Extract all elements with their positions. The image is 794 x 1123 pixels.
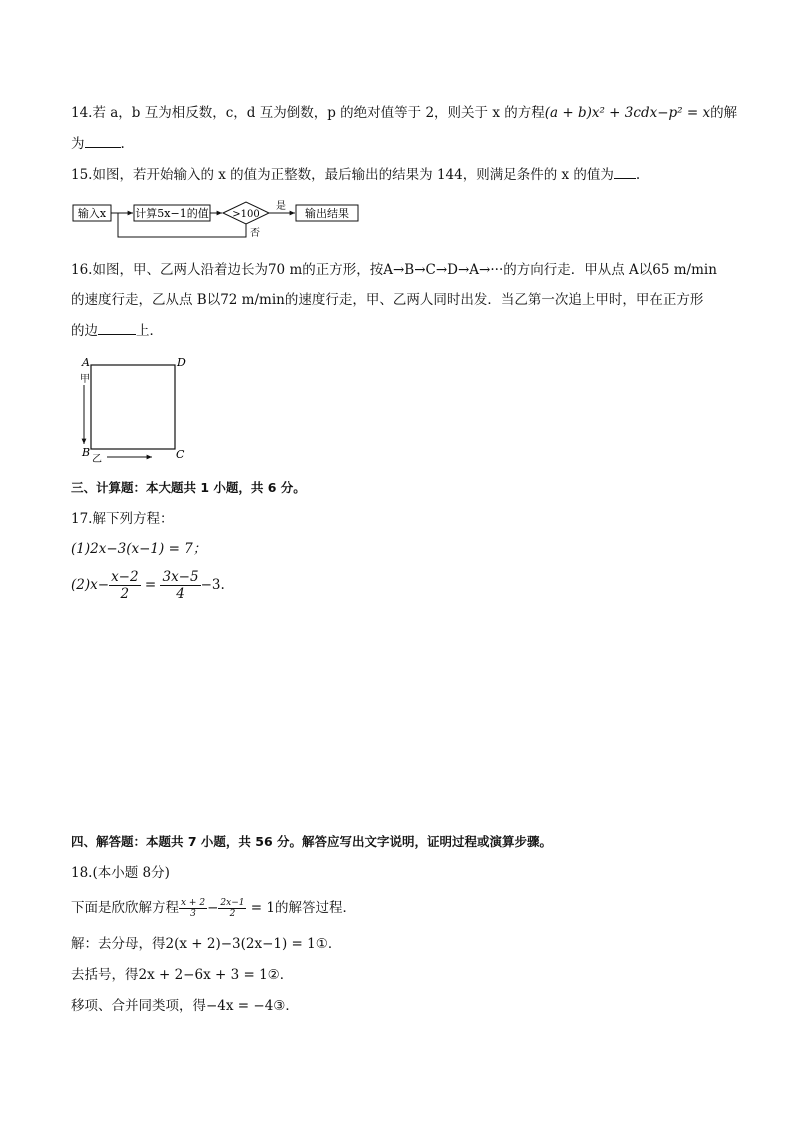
q17-fraction-1 (109, 569, 141, 602)
q18-step1-line (71, 934, 341, 954)
q16-answer-blank[interactable] (98, 320, 136, 335)
flow-condition-label: >100 (232, 209, 260, 220)
q14-tail: 的解 (710, 105, 738, 121)
q17-frac1-num: x−2 (111, 569, 139, 585)
q18-f1-den: 3 (190, 909, 196, 919)
q16-square-figure (70, 352, 200, 467)
q14-text: 14.若 a，b 互为相反数，c，d 互为倒数，p 的绝对值等于 2，则关于 x 的方程 (71, 105, 545, 121)
q16-line1 (71, 260, 717, 280)
label-yi: 乙 (92, 454, 102, 465)
q16-text-2: 的速度行走，乙从点 B以72 m/min的速度行走，甲、乙两人同时出发．当乙第一次追上甲时，甲在正方形 (71, 292, 704, 308)
q18-step3-line (71, 996, 299, 1016)
q17-part1-line (71, 539, 206, 559)
q16-line2 (71, 290, 703, 310)
q15-end: . (635, 167, 641, 183)
q18-f2-den: 2 (229, 909, 236, 919)
flow-no-label: 否 (250, 228, 260, 239)
q14-line1 (71, 103, 737, 123)
q18-title: 18.(本小题 8分) (71, 865, 170, 881)
q16-line3 (71, 320, 163, 341)
q18-f1-num: x + 2 (181, 898, 206, 908)
vertex-A: A (82, 356, 90, 369)
vertex-D: D (177, 356, 186, 369)
q18-intro-prefix: 下面是欣欣解方程 (71, 900, 179, 916)
q14-line2-text: 为 (71, 136, 85, 152)
q17-eq: = (140, 577, 161, 593)
section4-title: 四、解答题：本题共 7 小题，共 56 分。解答应写出文字说明，证明过程或演算步骤。 (71, 834, 553, 849)
q18-step3: 移项、合并同类项，得−4x = −4③． (71, 998, 299, 1014)
q18-eq-one: = 1 (246, 900, 275, 916)
q17-part1: (1)2x−3(x−1) = 7； (71, 541, 207, 557)
q18-minus: − (207, 900, 219, 916)
flow-output-label: 输出结果 (305, 207, 349, 220)
q18-step2-line (71, 965, 293, 985)
q15-flowchart (70, 197, 370, 245)
q16-text-1: 16.如图，甲、乙两人沿着边长为70 m的正方形，按A→B→C→D→A→···的方向行走．甲从点 A以65 m/min (71, 262, 717, 278)
q17-title-line (71, 509, 173, 529)
label-jia: 甲 (80, 374, 90, 385)
q17-fraction-2 (160, 569, 200, 602)
q15-answer-blank[interactable] (614, 164, 636, 179)
q18-f2-num: 2x−1 (220, 898, 245, 908)
q17-part2-suffix: −3. (200, 577, 225, 593)
flow-input-label: 输入x (77, 207, 107, 220)
q14-line2: 为 . (71, 133, 125, 154)
q18-intro-suffix: 的解答过程． (274, 900, 356, 916)
q17-title: 17.解下列方程： (71, 511, 174, 527)
q18-title-line (71, 863, 170, 883)
q17-part2-prefix: (2)x− (71, 577, 110, 593)
q17-frac2-den: 4 (176, 586, 185, 602)
q17-frac2-num: 3x−5 (162, 569, 199, 585)
q14-answer-blank[interactable] (85, 133, 121, 148)
square-shape (91, 365, 175, 449)
vertex-C: C (176, 448, 185, 461)
flow-yes-label: 是 (276, 201, 286, 212)
q16-text-3b: 上． (136, 323, 163, 339)
q15-text-line (71, 164, 640, 185)
q18-fraction-1 (179, 898, 207, 919)
q18-step2: 去括号，得2x + 2−6x + 3 = 1②． (71, 967, 294, 983)
vertex-B: B (82, 446, 91, 459)
section3-heading (71, 478, 306, 498)
q17-frac1-den: 2 (120, 586, 130, 602)
flow-compute-label: 计算5x−1的值 (135, 207, 209, 220)
q18-fraction-2 (218, 898, 246, 919)
q14-equation: (a + b)x² + 3cdx−p² = x (544, 105, 711, 121)
q18-step1: 解：去分母，得2(x + 2)−3(2x−1) = 1①． (71, 936, 342, 952)
section3-title: 三、计算题：本大题共 1 小题，共 6 分。 (71, 480, 306, 495)
q17-part2-line (71, 566, 225, 604)
q16-text-3a: 的边 (71, 323, 98, 339)
q15-text: 15.如图，若开始输入的 x 的值为正整数，最后输出的结果为 144，则满足条件的 x 的值为 (71, 167, 614, 183)
q18-intro-line (71, 893, 356, 923)
section4-heading (71, 832, 552, 852)
